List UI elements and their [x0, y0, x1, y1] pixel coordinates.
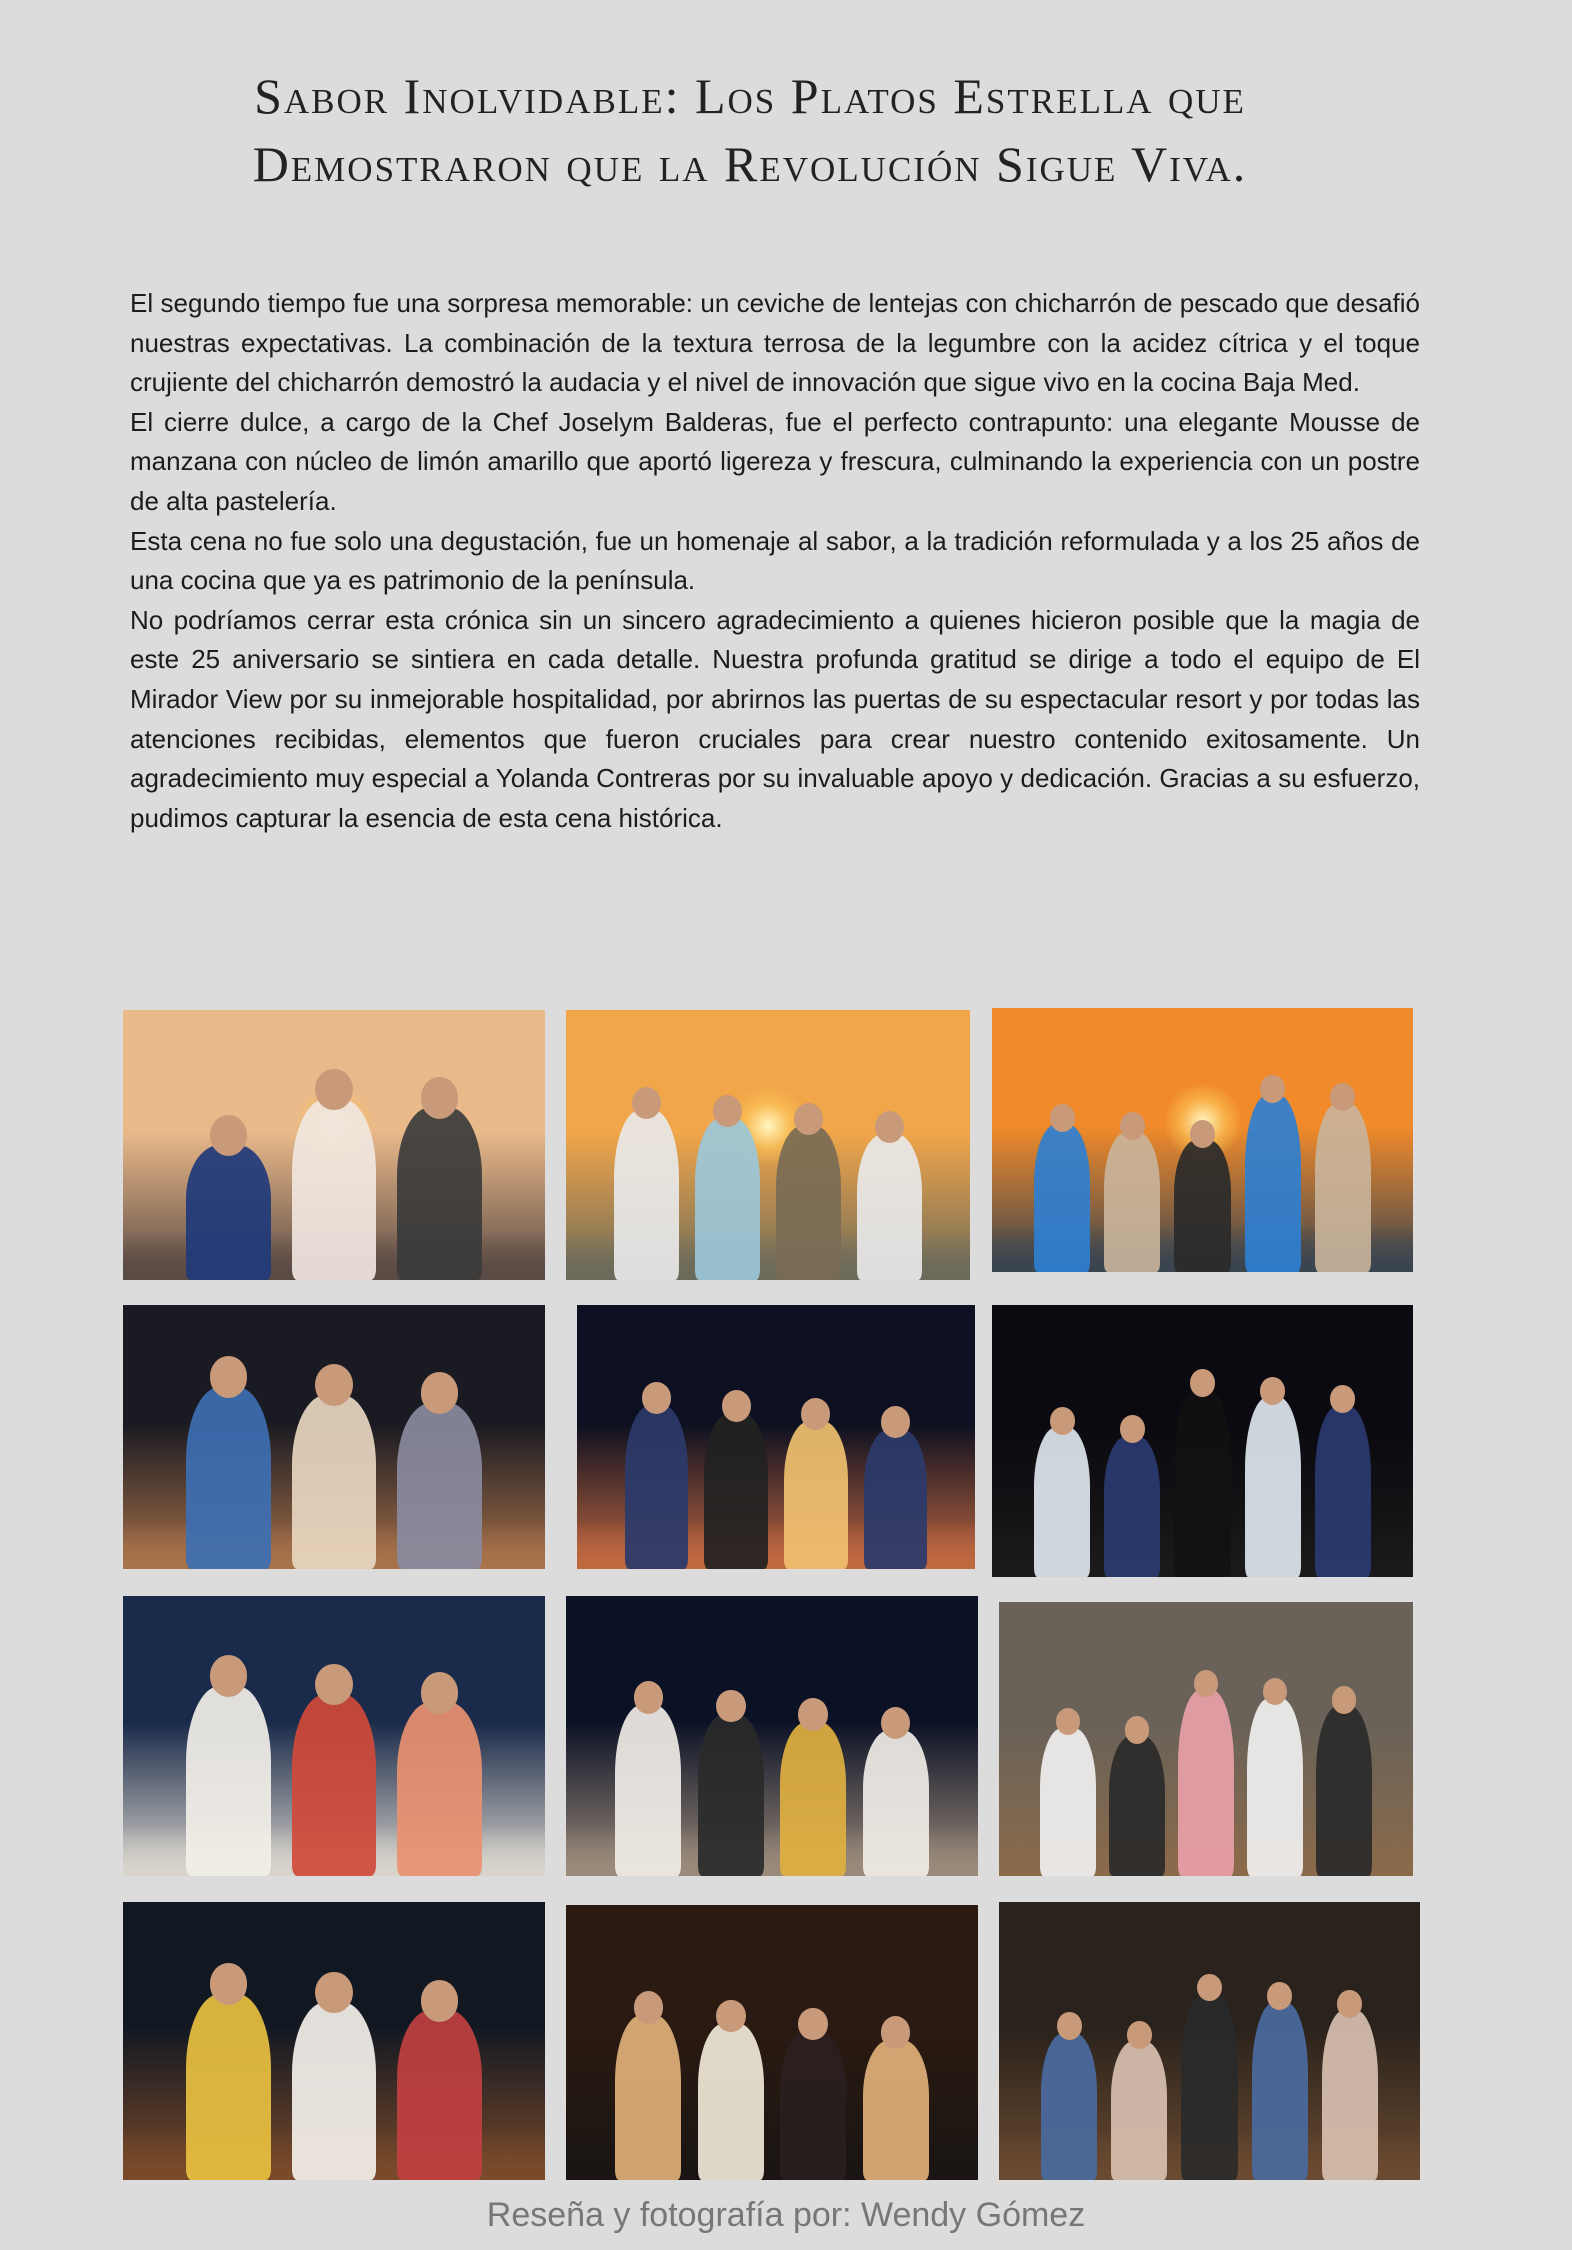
person-figure [292, 1694, 376, 1876]
person-head [1120, 1112, 1145, 1140]
person-figure [625, 1405, 689, 1569]
person-head [1127, 2021, 1152, 2049]
person-figure [1034, 1124, 1090, 1272]
person-figure [1181, 1994, 1237, 2180]
photo-bar[interactable] [577, 1305, 975, 1569]
person-figure [292, 2002, 376, 2180]
person-figure [1174, 1389, 1230, 1577]
person-head [210, 1655, 248, 1697]
person-head [315, 1364, 353, 1406]
page-title [100, 62, 1400, 198]
person-figure [292, 1099, 376, 1280]
person-head [315, 1664, 353, 1706]
person-figure [1178, 1690, 1233, 1876]
person-figure [698, 1714, 764, 1876]
person-head [1190, 1120, 1215, 1148]
person-head [716, 1690, 746, 1723]
person-head [1267, 1982, 1292, 2010]
person-figure [1034, 1427, 1090, 1577]
person-figure [1315, 1406, 1371, 1577]
person-figure [186, 1145, 270, 1280]
person-figure [1040, 1728, 1095, 1876]
photo-sunset-guests[interactable] [123, 1010, 545, 1280]
person-figure [863, 2040, 929, 2180]
person-head [315, 1972, 353, 2014]
person-figure [614, 1110, 679, 1280]
person-figure [695, 1118, 760, 1280]
person-figure [780, 1722, 846, 1876]
person-head [881, 2016, 911, 2049]
person-figure [1104, 1436, 1160, 1577]
photo-night-palapa[interactable] [999, 1902, 1420, 2180]
person-head [1260, 1075, 1285, 1103]
person-head [632, 1087, 661, 1119]
paragraph: El cierre dulce, a cargo de la Chef Joselym Balderas, fue el perfecto contrapunto: una elegante Mousse de manzana con núcleo de limón amarillo que aportó ligereza y frescura, culminando la experiencia con un postre de alta pastelería. [130, 406, 1420, 516]
person-figure [776, 1126, 841, 1280]
photo-stone-wall[interactable] [999, 1602, 1413, 1876]
person-head [1050, 1104, 1075, 1132]
person-head [1330, 1083, 1355, 1111]
person-head [713, 1095, 742, 1127]
person-head [794, 1103, 823, 1135]
person-head [642, 1382, 671, 1414]
photo-women-caps[interactable] [123, 1596, 545, 1876]
person-head [1120, 1415, 1145, 1443]
person-head [1057, 2012, 1082, 2040]
person-figure [780, 2032, 846, 2181]
person-head [421, 1980, 459, 2022]
person-figure [1109, 1736, 1164, 1876]
person-figure [1041, 2033, 1097, 2180]
person-figure [1174, 1140, 1230, 1272]
person-figure [397, 2010, 481, 2180]
person-head [722, 1390, 751, 1422]
person-figure [784, 1421, 848, 1569]
person-figure [1322, 2010, 1378, 2180]
person-figure [186, 1686, 270, 1876]
person-head [1050, 1407, 1075, 1435]
article-body [130, 284, 1420, 838]
person-head [1125, 1716, 1150, 1743]
person-head [798, 1698, 828, 1731]
person-head [801, 1398, 830, 1430]
person-figure [397, 1107, 481, 1280]
photo-credit: Reseña y fotografía por: Wendy Gómez [486, 2196, 1086, 2234]
person-figure [615, 1705, 681, 1876]
person-head [1197, 1974, 1222, 2002]
photo-sunset-couple[interactable] [992, 1008, 1413, 1272]
person-figure [1315, 1103, 1371, 1272]
person-head [875, 1111, 904, 1143]
person-figure [397, 1702, 481, 1876]
person-figure [1247, 1698, 1302, 1876]
person-head [1332, 1686, 1357, 1713]
person-figure [1316, 1706, 1371, 1876]
person-head [634, 1991, 664, 2024]
title-line-1: Sabor Inolvidable: Los Platos Estrella que [254, 68, 1246, 124]
person-figure [186, 1387, 270, 1569]
person-head [798, 2008, 828, 2041]
person-figure [1245, 1095, 1301, 1272]
person-head [881, 1406, 910, 1438]
photo-toast-close[interactable] [566, 1905, 978, 2180]
person-figure [863, 1730, 929, 1876]
photo-night-table[interactable] [123, 1305, 545, 1569]
person-figure [698, 2023, 764, 2180]
person-head [634, 1681, 664, 1714]
person-figure [1245, 1397, 1301, 1577]
person-figure [615, 2015, 681, 2180]
person-figure [864, 1429, 928, 1569]
person-head [1190, 1369, 1215, 1397]
photo-sunset-terrace[interactable] [566, 1010, 970, 1280]
person-head [315, 1069, 353, 1111]
person-head [421, 1672, 459, 1714]
paragraph: Esta cena no fue solo una degustación, fue un homenaje al sabor, a la tradición reformulada y a los 25 años de una cocina que ya es patrimonio de la península. [130, 525, 1420, 596]
person-head [421, 1077, 459, 1119]
person-head [421, 1372, 459, 1414]
photo-group-caps[interactable] [566, 1596, 978, 1876]
person-figure [857, 1134, 922, 1280]
person-figure [186, 1994, 270, 2180]
person-figure [1252, 2002, 1308, 2180]
title-line-2: Demostraron que la Revolución Sigue Viva. [252, 136, 1248, 192]
photo-long-table[interactable] [123, 1902, 545, 2180]
person-figure [1111, 2041, 1167, 2180]
paragraph: No podríamos cerrar esta crónica sin un sincero agradecimiento a quienes hicieron posible que la magia de este 25 aniversario se sintiera en cada detalle. Nuestra profunda gratitud se dirige a todo el equipo de El Mirador View por su inmejorable hospitalidad, por abrirnos las puertas de su espectacular resort y por todas las atenciones recibidas, elementos que fueron cruciales para crear nuestro contenido exitosamente. Un agradecimiento muy especial a Yolanda Contreras por su invaluable apoyo y dedicación. Gracias a su esfuerzo, pudimos capturar la esencia de esta cena histórica. [130, 604, 1420, 833]
person-figure [397, 1403, 481, 1569]
person-figure [1104, 1132, 1160, 1272]
person-figure [292, 1395, 376, 1569]
person-figure [704, 1413, 768, 1569]
photo-group-night[interactable] [992, 1305, 1413, 1577]
paragraph: El segundo tiempo fue una sorpresa memorable: un ceviche de lentejas con chicharrón de pescado que desafió nuestras expectativas. La combinación de la textura terrosa de la legumbre con la acidez cítrica y el toque crujiente del chicharrón demostró la audacia y el nivel de innovación que sigue vivo en la cocina Baja Med. [130, 288, 1420, 398]
person-head [716, 2000, 746, 2033]
